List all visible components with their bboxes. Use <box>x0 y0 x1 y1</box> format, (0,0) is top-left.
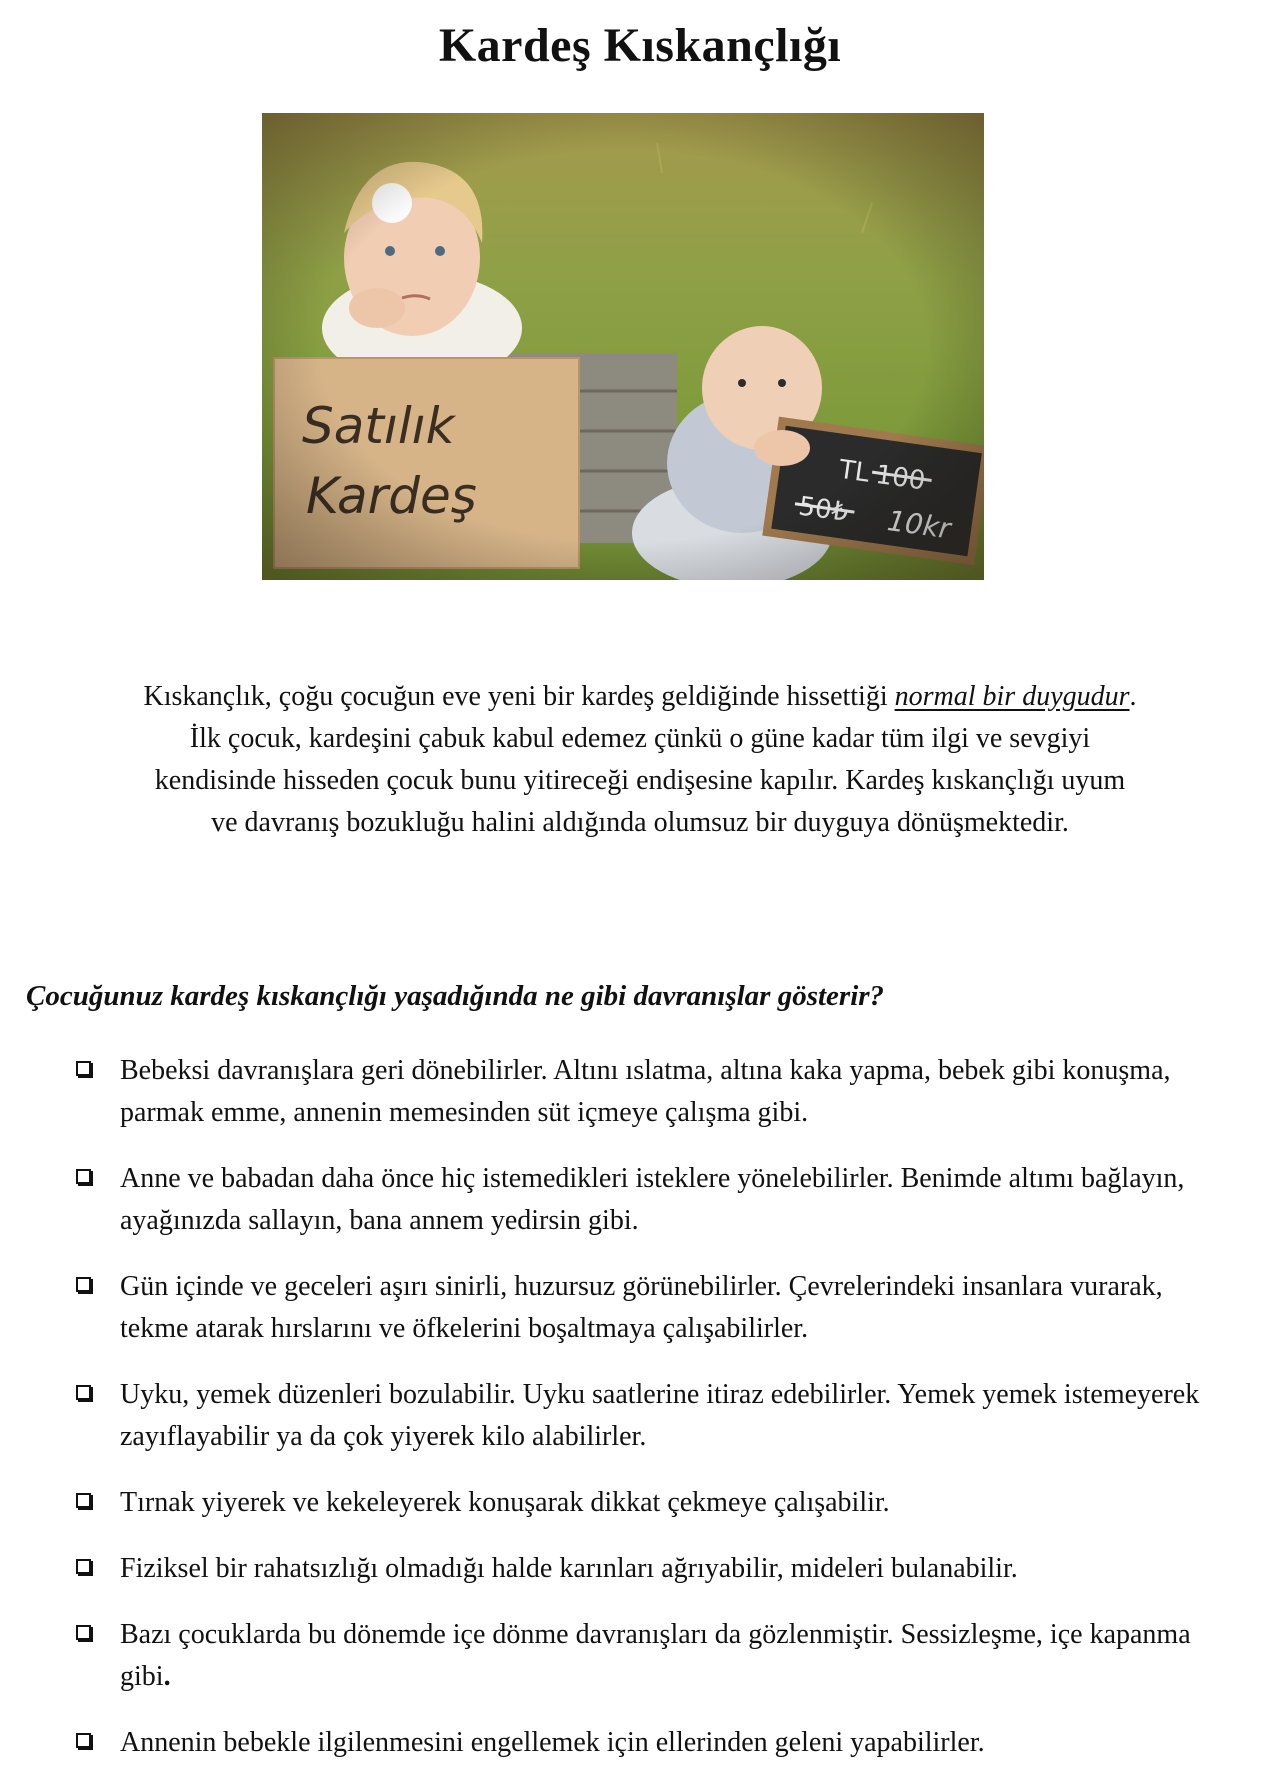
checkbox-icon <box>76 1277 91 1292</box>
checkbox-icon <box>76 1625 91 1640</box>
list-item: Tırnak yiyerek ve kekeleyerek konuşarak dikkat çekmeye çalışabilir. <box>76 1482 1226 1524</box>
list-item: Gün içinde ve geceleri aşırı sinirli, huzursuz görünebilirler. Çevrelerindeki insanlara vurarak, tekme atarak hırslarını ve öfkelerini boşaltmaya çalışabilirler. <box>76 1266 1226 1350</box>
intro-paragraph <box>140 676 1140 844</box>
list-item: Annenin bebekle ilgilenmesini engellemek için ellerinden geleni yapabilirler. <box>76 1722 1226 1764</box>
intro-part1: Kıskançlık, çoğu çocuğun eve yeni bir kardeş geldiğinde hissettiği <box>143 681 895 712</box>
item-period: . <box>163 1661 171 1692</box>
children-photo <box>262 113 984 580</box>
checkbox-icon <box>76 1061 91 1076</box>
checkbox-icon <box>76 1559 91 1574</box>
list-item: Uyku, yemek düzenleri bozulabilir. Uyku saatlerine itiraz edebilirler. Yemek yemek istemeyerek zayıflayabilir ya da çok yiyerek kilo alabilirler. <box>76 1374 1226 1458</box>
list-item: Anne ve babadan daha önce hiç istemedikleri isteklere yönelebilirler. Benimde altımı bağlayın, ayağınızda sallayın, bana annem yedirsin gibi. <box>76 1158 1226 1242</box>
list-item: Bebeksi davranışlara geri dönebilirler. Altını ıslatma, altına kaka yapma, bebek gibi konuşma, parmak emme, annenin memesinden süt içmeye çalışma gibi. <box>76 1050 1226 1134</box>
list-item: Fiziksel bir rahatsızlığı olmadığı halde karınları ağrıyabilir, mideleri bulanabilir. <box>76 1548 1226 1590</box>
section-question: Çocuğunuz kardeş kıskançlığı yaşadığında ne gibi davranışlar gösterir? <box>26 980 885 1012</box>
checkbox-icon <box>76 1169 91 1184</box>
checkbox-icon <box>76 1493 91 1508</box>
intro-part2: . İlk çocuk, kardeşini çabuk kabul edemez çünkü o güne kadar tüm ilgi ve sevgiyi kendisinde hisseden çocuk bunu yitireceği endişesine kapılır. Kardeş kıskançlığı uyum ve davranış bozukluğu halini aldığında olumsuz bir duyguya dönüşmektedir. <box>154 681 1137 838</box>
intro-emphasis: normal bir duygudur <box>894 681 1130 712</box>
checkbox-icon <box>76 1733 91 1748</box>
checkbox-icon <box>76 1385 91 1400</box>
page-title: Kardeş Kıskançlığı <box>438 19 842 72</box>
list-item: Bazı çocuklarda bu dönemde içe dönme davranışları da gözlenmiştir. Sessizleşme, içe kapanma gibi. <box>76 1614 1226 1698</box>
